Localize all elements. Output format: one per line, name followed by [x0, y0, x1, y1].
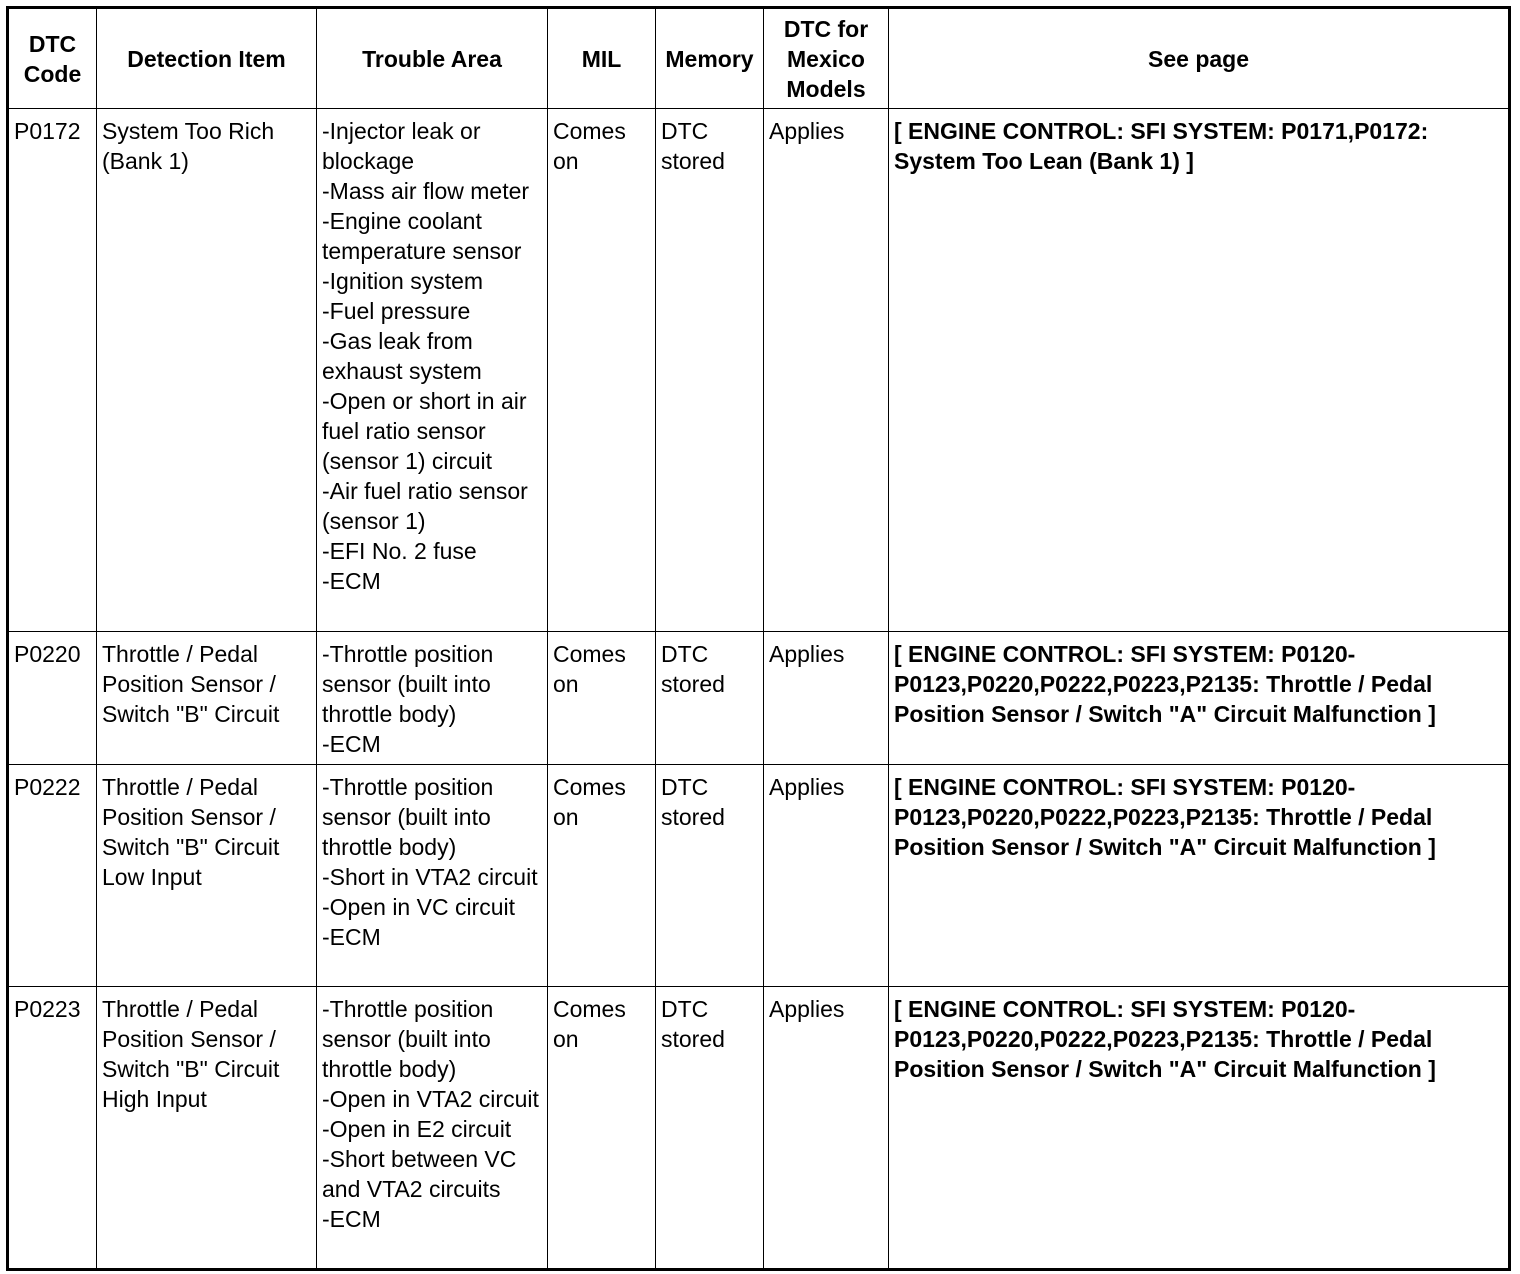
header-mil: MIL [548, 8, 656, 109]
trouble-area-item: -Air fuel ratio sensor (sensor 1) [322, 478, 528, 534]
trouble-area-item: -Short in VTA2 circuit [322, 864, 538, 890]
cell-mil: Comes on [548, 765, 656, 987]
trouble-area-item: -Injector leak or blockage [322, 118, 481, 174]
trouble-area-item: -Fuel pressure [322, 298, 471, 324]
cell-memory: DTC stored [656, 109, 764, 632]
cell-dtc-code: P0222 [8, 765, 97, 987]
cell-trouble-area [317, 109, 548, 632]
header-see-page: See page [889, 8, 1510, 109]
trouble-area-item: -ECM [322, 568, 381, 594]
trouble-area-item: -ECM [322, 731, 381, 757]
trouble-area-item: -Mass air flow meter [322, 178, 530, 204]
cell-see-page-link[interactable]: [ ENGINE CONTROL: SFI SYSTEM: P0171,P0172: System Too Lean (Bank 1) ] [889, 109, 1510, 632]
dtc-table [6, 6, 1511, 1271]
cell-dtc-code: P0220 [8, 632, 97, 765]
table-header-row [8, 8, 1510, 109]
trouble-area-item: -ECM [322, 924, 381, 950]
trouble-area-item: -EFI No. 2 fuse [322, 538, 477, 564]
cell-trouble-area [317, 765, 548, 987]
trouble-area-item: -Open in VTA2 circuit [322, 1086, 539, 1112]
cell-detection-item: Throttle / Pedal Position Sensor / Switch "B" Circuit [97, 632, 317, 765]
cell-detection-item: System Too Rich (Bank 1) [97, 109, 317, 632]
cell-mil: Comes on [548, 987, 656, 1270]
trouble-area-item: -Throttle position sensor (built into throttle body) [322, 774, 494, 860]
cell-mil: Comes on [548, 109, 656, 632]
header-memory: Memory [656, 8, 764, 109]
table-row [8, 632, 1510, 765]
table-row [8, 987, 1510, 1270]
cell-detection-item: Throttle / Pedal Position Sensor / Switch "B" Circuit High Input [97, 987, 317, 1270]
cell-mil: Comes on [548, 632, 656, 765]
header-dtc-mexico: DTC for Mexico Models [764, 8, 889, 109]
cell-dtc-mexico: Applies [764, 765, 889, 987]
cell-memory: DTC stored [656, 765, 764, 987]
cell-see-page-link[interactable]: [ ENGINE CONTROL: SFI SYSTEM: P0120-P0123,P0220,P0222,P0223,P2135: Throttle / Pedal Position Sensor / Switch "A" Circuit Malfunction ] [889, 632, 1510, 765]
cell-trouble-area [317, 632, 548, 765]
trouble-area-item: -Open in VC circuit [322, 894, 516, 920]
cell-dtc-mexico: Applies [764, 109, 889, 632]
cell-detection-item: Throttle / Pedal Position Sensor / Switch "B" Circuit Low Input [97, 765, 317, 987]
cell-trouble-area [317, 987, 548, 1270]
trouble-area-item: -Throttle position sensor (built into throttle body) [322, 996, 494, 1082]
trouble-area-item: -Gas leak from exhaust system [322, 328, 482, 384]
header-detection-item: Detection Item [97, 8, 317, 109]
table-row [8, 765, 1510, 987]
cell-see-page-link[interactable]: [ ENGINE CONTROL: SFI SYSTEM: P0120-P0123,P0220,P0222,P0223,P2135: Throttle / Pedal Position Sensor / Switch "A" Circuit Malfunction ] [889, 987, 1510, 1270]
cell-memory: DTC stored [656, 632, 764, 765]
cell-see-page-link[interactable]: [ ENGINE CONTROL: SFI SYSTEM: P0120-P0123,P0220,P0222,P0223,P2135: Throttle / Pedal Position Sensor / Switch "A" Circuit Malfunction ] [889, 765, 1510, 987]
trouble-area-item: -Ignition system [322, 268, 484, 294]
trouble-area-item: -Open or short in air fuel ratio sensor (sensor 1) circuit [322, 388, 527, 474]
header-dtc-code: DTC Code [8, 8, 97, 109]
table-row [8, 109, 1510, 632]
trouble-area-item: -Short between VC and VTA2 circuits [322, 1146, 517, 1202]
cell-dtc-code: P0172 [8, 109, 97, 632]
cell-dtc-mexico: Applies [764, 987, 889, 1270]
trouble-area-item: -Throttle position sensor (built into throttle body) [322, 641, 494, 727]
trouble-area-item: -ECM [322, 1206, 381, 1232]
trouble-area-item: -Open in E2 circuit [322, 1116, 512, 1142]
cell-memory: DTC stored [656, 987, 764, 1270]
header-trouble-area: Trouble Area [317, 8, 548, 109]
trouble-area-item: -Engine coolant temperature sensor [322, 208, 522, 264]
cell-dtc-code: P0223 [8, 987, 97, 1270]
cell-dtc-mexico: Applies [764, 632, 889, 765]
